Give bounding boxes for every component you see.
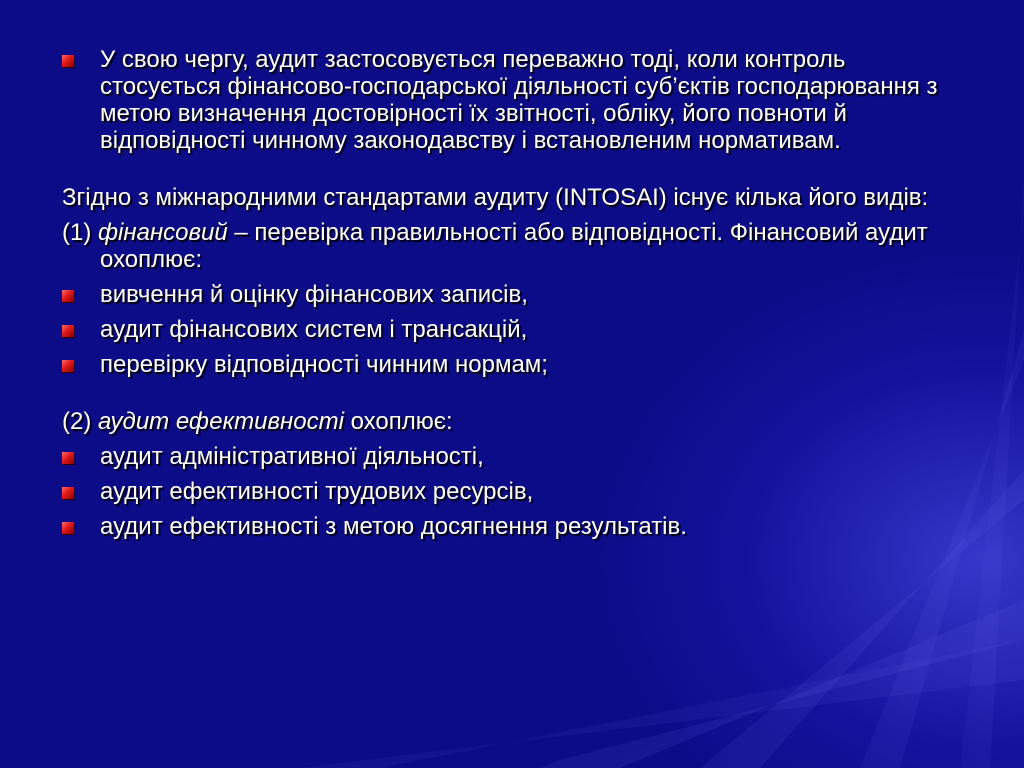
bullet-icon [62,55,74,67]
list-item [62,281,962,308]
performance-heading [62,408,962,435]
list-item [62,443,962,470]
list-item [62,351,962,378]
list-item-text: аудит ефективності трудових ресурсів, [100,478,534,505]
list-item-text: аудит фінансових систем і трансакцій, [100,316,528,343]
financial-term: фінансовий [98,219,228,246]
list-item [62,316,962,343]
intro-paragraph [62,46,962,154]
bullet-icon [62,325,74,337]
performance-term: аудит ефективності [98,408,344,435]
list-item-text: вивчення й оцінку фінансових записів, [100,281,528,308]
list-item-text: аудит ефективності з метою досягнення результатів. [100,513,687,540]
list-item-text: перевірку відповідності чинним нормам; [100,351,548,378]
performance-number: (2) [62,408,98,435]
performance-rest: охоплює: [343,408,453,435]
standards-paragraph [62,184,962,211]
intro-text: У свою чергу, аудит застосовується переважно тоді, коли контроль стосується фінансово-господарської діяльності суб’єктів господарювання з метою визначення достовірності їх звітності, обліку, його повноти й відповідності чинному законодавству і встановленим нормативам. [100,46,938,154]
list-item [62,513,962,540]
bullet-icon [62,360,74,372]
bullet-icon [62,522,74,534]
financial-rest: – перевірка правильності або відповідності. Фінансовий аудит охоплює: [100,219,928,273]
bullet-icon [62,452,74,464]
standards-text: Згідно з міжнародними стандартами аудиту (INTOSAI) існує кілька його видів: [62,184,929,211]
slide-content [62,46,962,540]
list-item-text: аудит адміністративної діяльності, [100,443,484,470]
bullet-icon [62,487,74,499]
financial-number: (1) [62,219,98,246]
financial-heading [62,219,962,273]
list-item [62,478,962,505]
bullet-icon [62,290,74,302]
